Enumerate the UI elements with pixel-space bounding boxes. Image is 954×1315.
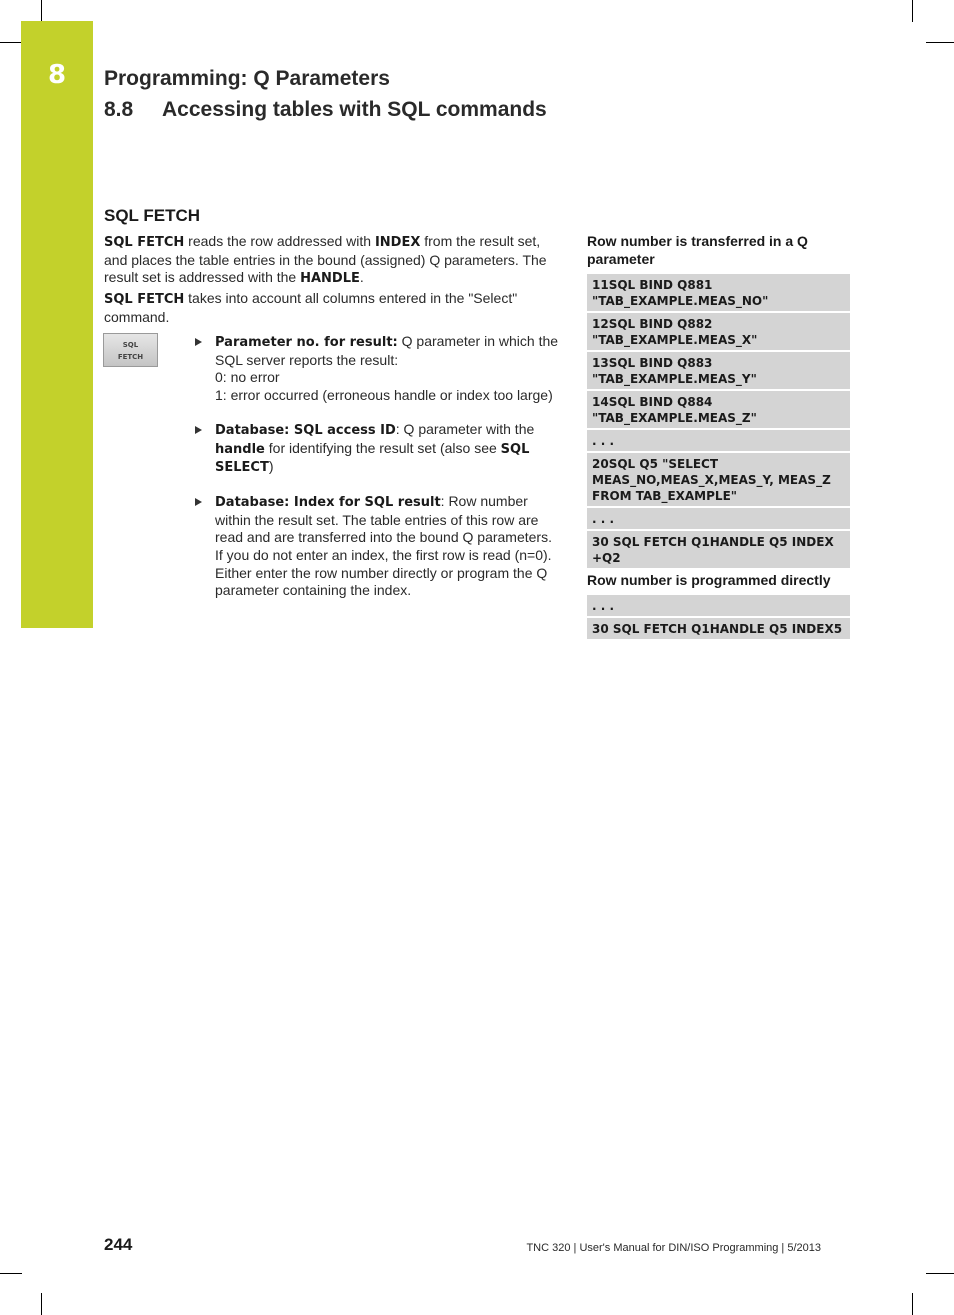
- param-text: for identifying the result set (also see: [264, 439, 501, 456]
- crop-mark: [912, 0, 913, 22]
- section-header: [104, 98, 547, 122]
- crop-mark: [0, 1273, 22, 1274]
- param-label: Parameter no. for result:: [215, 335, 398, 350]
- crop-mark: [0, 42, 22, 43]
- keyword: SQL FETCH: [104, 292, 185, 307]
- param-label: Database: SQL access ID: [215, 422, 396, 438]
- footer-text: TNC 320 | User's Manual for DIN/ISO Programming | 5/2013: [526, 1242, 821, 1254]
- chapter-number: 8: [47, 60, 67, 90]
- list-item: [193, 333, 561, 405]
- arrow-right-icon: [195, 426, 202, 434]
- param-text: : Row number within the result set. The table entries of this row are read and are transferred into the bound Q parameters. If you do not enter an index, the first row is read (n=0). Either enter the row number directly or program the Q parameter containing the index.: [215, 492, 552, 599]
- softkey-label: FETCH: [117, 353, 144, 361]
- page-number: 244: [104, 1235, 133, 1254]
- code-line: 11SQL BIND Q881 "TAB_EXAMPLE.MEAS_NO": [587, 274, 850, 311]
- chapter-tab: [21, 21, 93, 628]
- code-line: 20SQL Q5 "SELECT MEAS_NO,MEAS_X,MEAS_Y, MEAS_Z FROM TAB_EXAMPLE": [587, 453, 850, 506]
- text: .: [359, 269, 364, 285]
- intro-paragraph: [104, 233, 556, 288]
- crop-mark: [926, 42, 954, 43]
- keyword: INDEX: [374, 235, 421, 250]
- keyword: handle: [215, 441, 265, 457]
- list-item: [193, 493, 561, 600]
- parameter-list: [193, 333, 561, 610]
- example-heading: Row number is programmed directly: [587, 572, 831, 588]
- code-line: 14SQL BIND Q884 "TAB_EXAMPLE.MEAS_Z": [587, 391, 850, 428]
- code-line: . . .: [587, 595, 850, 616]
- text: reads the row addressed with: [184, 233, 375, 249]
- param-text: Q parameter in which the SQL server reports the result: 0: no error 1: error occurred (erroneous handle or index too large): [215, 333, 559, 404]
- code-line: 30 SQL FETCH Q1HANDLE Q5 INDEX +Q2: [587, 531, 850, 568]
- code-line: 30 SQL FETCH Q1HANDLE Q5 INDEX5: [587, 618, 850, 639]
- crop-mark: [41, 0, 42, 22]
- text: takes into account all columns entered in the "Select" command.: [104, 290, 518, 325]
- code-line: 13SQL BIND Q883 "TAB_EXAMPLE.MEAS_Y": [587, 352, 850, 389]
- example-heading: Row number is transferred in a Q parameter: [587, 233, 808, 267]
- param-text: ): [268, 458, 274, 475]
- code-example: [587, 595, 850, 641]
- code-example: [587, 274, 850, 570]
- param-label: Database: Index for SQL result: [215, 494, 441, 510]
- code-line: . . .: [587, 430, 850, 451]
- code-line: 12SQL BIND Q882 "TAB_EXAMPLE.MEAS_X": [587, 313, 850, 350]
- columns-paragraph: [104, 290, 556, 326]
- code-line: . . .: [587, 508, 850, 529]
- keyword: SQL SELECT: [215, 441, 530, 476]
- arrow-right-icon: [195, 498, 202, 506]
- section-title: Accessing tables with SQL commands: [162, 98, 547, 121]
- list-item: [193, 421, 561, 477]
- text: from the result set, and places the table entries in the bound (assigned) Q parameters. The result set is addressed with the: [104, 233, 547, 285]
- keyword: SQL FETCH: [104, 235, 185, 250]
- section-number: 8.8: [104, 98, 134, 121]
- keyword: HANDLE: [300, 271, 360, 286]
- softkey-label: SQL: [122, 341, 139, 349]
- sql-fetch-softkey[interactable]: [103, 333, 158, 367]
- subsection-title: SQL FETCH: [104, 206, 201, 225]
- param-text: : Q parameter with the: [395, 420, 535, 437]
- chapter-title: Programming: Q Parameters: [104, 67, 390, 90]
- crop-mark: [926, 1273, 954, 1274]
- arrow-right-icon: [195, 338, 202, 346]
- crop-mark: [912, 1293, 913, 1315]
- crop-mark: [41, 1293, 42, 1315]
